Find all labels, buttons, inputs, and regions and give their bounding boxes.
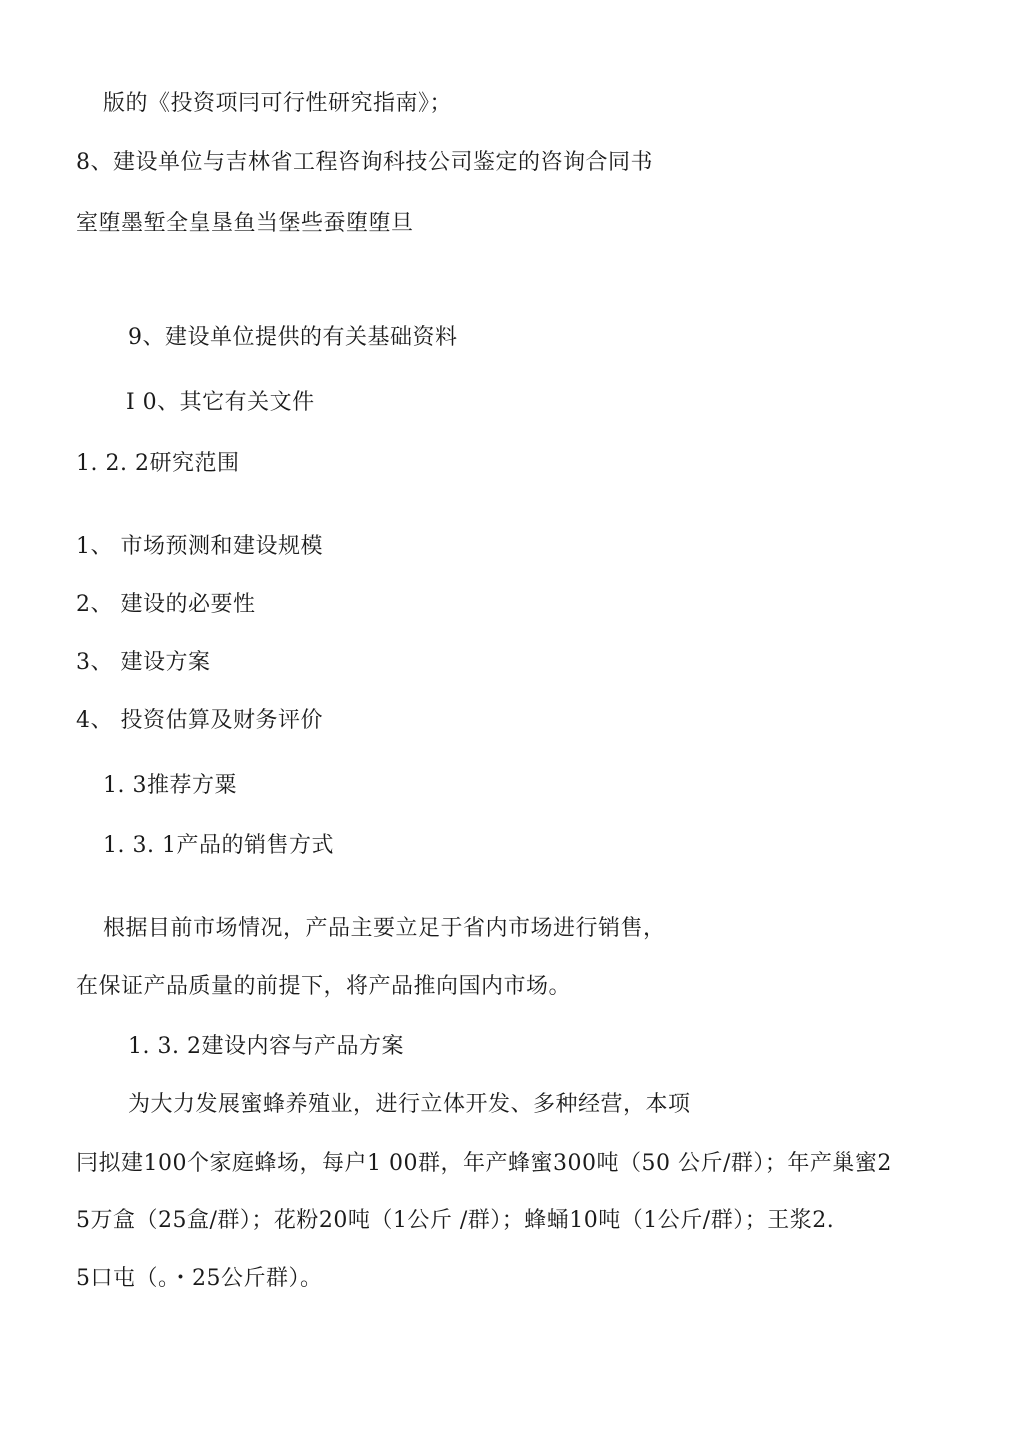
list-item: 2、 建设的必要性 xyxy=(76,592,256,617)
section-heading: 1. 3. 1产品的销售方式 xyxy=(103,833,334,858)
paragraph-line: 在保证产品质量的前提下，将产品推向国内市场。 xyxy=(76,974,572,999)
section-heading: 1. 3推荐方粟 xyxy=(103,773,237,798)
section-heading: 1. 3. 2建设内容与产品方案 xyxy=(128,1034,404,1059)
list-item: 1、 市场预测和建设规模 xyxy=(76,534,323,559)
list-item: I 0、其它有关文件 xyxy=(126,390,315,415)
list-item: 3、 建设方案 xyxy=(76,650,211,675)
paragraph-line: 5万盒（25盒/群）；花粉20吨（1公斤 /群）；蜂蛹10吨（1公斤/群）；王浆2. xyxy=(76,1208,835,1233)
paragraph-line: 5口屯（。・25公斤群）。 xyxy=(76,1266,323,1291)
paragraph-line: 为大力发展蜜蜂养殖业，进行立体开发、多种经营，本项 xyxy=(128,1092,691,1117)
list-item: 4、 投资估算及财务评价 xyxy=(76,708,323,733)
text-line: 室堕墨堑全皇垦鱼当堡些蚕堕堕旦 xyxy=(76,211,414,236)
text-line: 版的《投资项冃可行性研究指南》； xyxy=(103,91,453,116)
section-heading: 1. 2. 2研究范围 xyxy=(76,451,240,476)
text-line: 8、建设单位与吉林省工程咨询科技公司鉴定的咨询合同书 xyxy=(76,150,653,175)
list-item: 9、建设单位提供的有关基础资料 xyxy=(128,325,458,350)
paragraph-line: 根据目前市场情况，产品主要立足于省内市场进行销售， xyxy=(103,916,666,941)
paragraph-line: 冃拟建100个家庭蜂场，每户1 00群，年产蜂蜜300吨（50 公斤/群）；年产巢蜜2 xyxy=(76,1151,892,1176)
